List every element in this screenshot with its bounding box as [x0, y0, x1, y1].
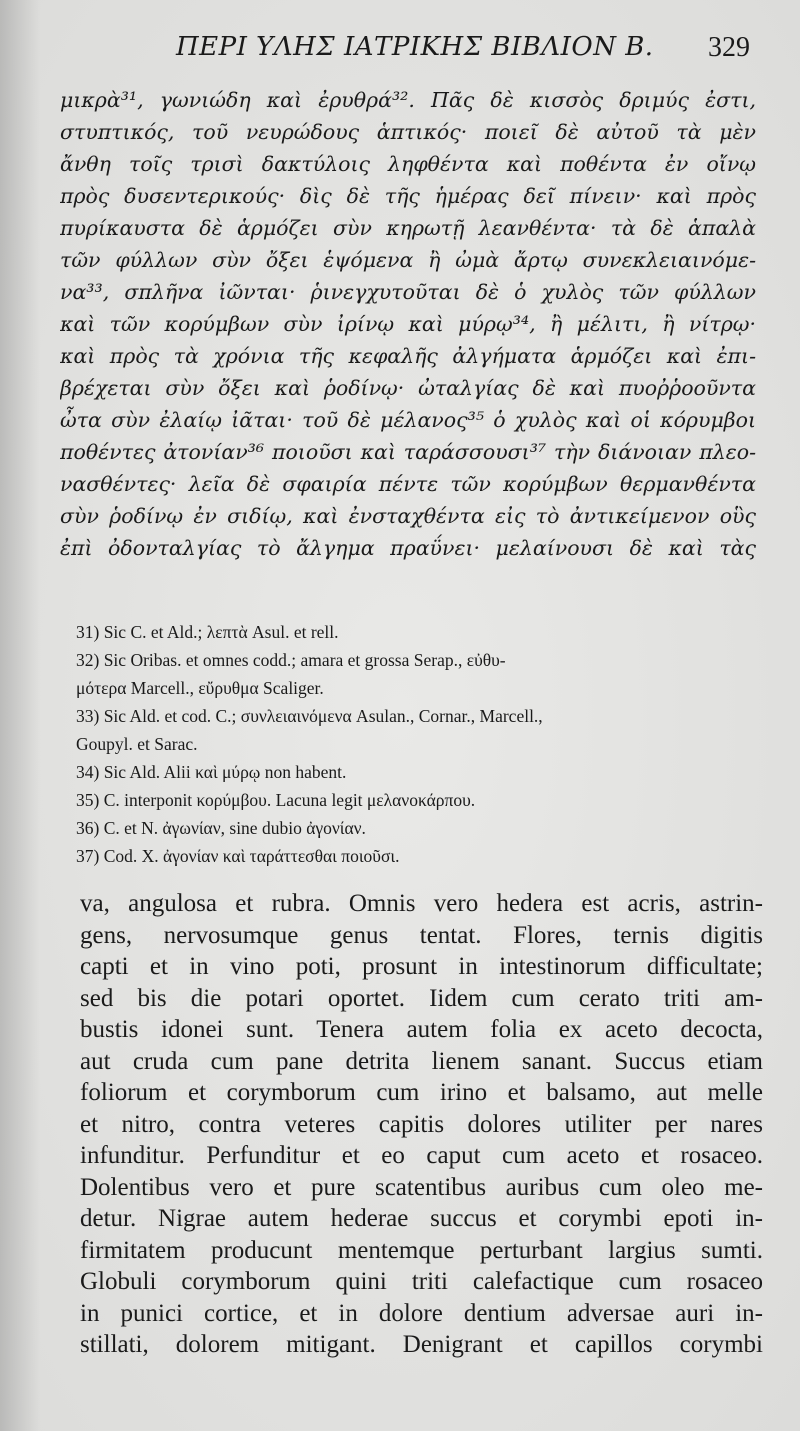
latin-line: infunditur. Perfunditur et eo caput cum aceto et rosaceo.	[80, 1142, 763, 1169]
footnote-33-continued: Goupyl. et Sarac.	[76, 734, 198, 754]
latin-line: Dolentibus vero et pure scatentibus auribus cum oleo me-	[80, 1173, 763, 1201]
latin-line: foliorum et corymborum cum irino et balsamo, aut melle	[80, 1079, 763, 1106]
latin-line: Globuli corymborum quini triti calefactique cum rosaceo	[80, 1268, 763, 1295]
greek-line: καὶ πρὸς τὰ χρόνια τῆς κεφαλῆς ἀλγήματα ἁρμόζει καὶ ἐπι-	[60, 344, 756, 368]
greek-line: να³³, σπλῆνα ἰῶνται· ῥινεγχυτοῦται δὲ ὁ χυλὸς τῶν φύλλων	[60, 280, 756, 304]
footnote-32: 32) Sic Oribas. et omnes codd.; amara et grossa Serap., εὐθυ-	[76, 650, 506, 670]
latin-line: aut cruda cum pane detrita lienem sanant. Succus etiam	[80, 1047, 763, 1075]
footnote-36: 36) C. et N. ἀγωνίαν, sine dubio ἀγονίαν.	[76, 818, 366, 838]
latin-text-block	[80, 888, 763, 1361]
spine-shadow	[0, 0, 40, 1431]
greek-line: ὦτα σὺν ἐλαίῳ ἰᾶται· τοῦ δὲ μέλανος³⁵ ὁ χυλὸς καὶ οἱ κόρυμβοι	[60, 408, 756, 432]
latin-line: et nitro, contra veteres capitis dolores utiliter per nares	[80, 1110, 763, 1138]
greek-line: μικρὰ³¹, γωνιώδη καὶ ἐρυθρά³². Πᾶς δὲ κισσὸς δριμύς ἐστι,	[60, 88, 756, 112]
greek-line: σὺν ῥοδίνῳ ἐν σιδίῳ, καὶ ἐνσταχθέντα εἰς τὸ ἀντικείμενον οὓς	[60, 504, 756, 528]
footnote-33: 33) Sic Ald. et cod. C.; συνλειαινόμενα Asulan., Cornar., Marcell.,	[76, 706, 543, 726]
greek-line: στυπτικός, τοῦ νευρώδους ἁπτικός· ποιεῖ δὲ αὐτοῦ τὰ μὲν	[60, 120, 756, 144]
footnote-35: 35) C. interponit κορύμβου. Lacuna legit μελανοκάρπου.	[76, 790, 476, 810]
page-header	[176, 32, 750, 72]
footnote-37: 37) Cod. X. ἀγονίαν καὶ ταράττεσθαι ποιοῦσι.	[76, 846, 400, 866]
greek-line: βρέχεται σὺν ὄξει καὶ ῥοδίνῳ· ὠταλγίας δὲ καὶ πυοῤῥοοῦντα	[60, 376, 756, 400]
footnote-31: 31) Sic C. et Ald.; λεπτὰ Asul. et rell.	[76, 622, 339, 642]
greek-line: ἐπὶ ὀδονταλγίας τὸ ἄλγημα πραΰνει· μελαίνουσι δὲ καὶ τὰς	[60, 536, 756, 560]
latin-line: in punici cortice, et in dolore dentium adversae auri in-	[80, 1299, 763, 1327]
latin-line: gens, nervosumque genus tentat. Flores, ternis digitis	[80, 921, 763, 949]
greek-line: πρὸς δυσεντερικούς· δὶς δὲ τῆς ἡμέρας δεῖ πίνειν· καὶ πρὸς	[60, 184, 756, 208]
footnote-32-continued: μότερα Marcell., εὔρυθμα Scaliger.	[76, 678, 324, 698]
footnote-34: 34) Sic Ald. Alii καὶ μύρῳ non habent.	[76, 762, 347, 782]
greek-line: πυρίκαυστα δὲ ἁρμόζει σὺν κηρωτῇ λεανθέντα· τὰ δὲ ἁπαλὰ	[60, 216, 756, 240]
latin-line: va, angulosa et rubra. Omnis vero hedera est acris, astrin-	[80, 890, 763, 917]
latin-line: bustis idonei sunt. Tenera autem folia ex aceto decocta,	[80, 1016, 763, 1043]
page-number: 329	[708, 32, 750, 63]
latin-line: firmitatem producunt mentemque perturbant largius sumti.	[80, 1236, 763, 1264]
greek-line: νασθέντες· λεῖα δὲ σφαιρία πέντε τῶν κορύμβων θερμανθέντα	[60, 472, 756, 496]
greek-text-block	[60, 84, 756, 564]
latin-line: detur. Nigrae autem hederae succus et corymbi epoti in-	[80, 1205, 763, 1232]
latin-line: sed bis die potari oportet. Iidem cum cerato triti am-	[80, 984, 763, 1012]
greek-line: καὶ τῶν κορύμβων σὺν ἰρίνῳ καὶ μύρῳ³⁴, ἢ μέλιτι, ἢ νίτρῳ·	[60, 312, 756, 336]
greek-line: τῶν φύλλων σὺν ὄξει ἑψόμενα ἢ ὠμὰ ἄρτῳ συνεκλειαινόμε-	[60, 248, 756, 272]
latin-line: capti et in vino poti, prosunt in intestinorum difficultate;	[80, 953, 763, 980]
running-title: ΠΕΡΙ ΥΛΗΣ ΙΑΤΡΙΚΗΣ ΒΙΒΛΙΟΝ Β.	[176, 32, 654, 62]
greek-line: ποθέντες ἀτονίαν³⁶ ποιοῦσι καὶ ταράσσουσι³⁷ τὴν διάνοιαν πλεο-	[60, 440, 756, 464]
footnotes-block	[76, 618, 766, 870]
greek-line: ἄνθη τοῖς τρισὶ δακτύλοις ληφθέντα καὶ ποθέντα ἐν οἴνῳ	[60, 152, 756, 176]
latin-line: stillati, dolorem mitigant. Denigrant et capillos corymbi	[80, 1331, 763, 1358]
